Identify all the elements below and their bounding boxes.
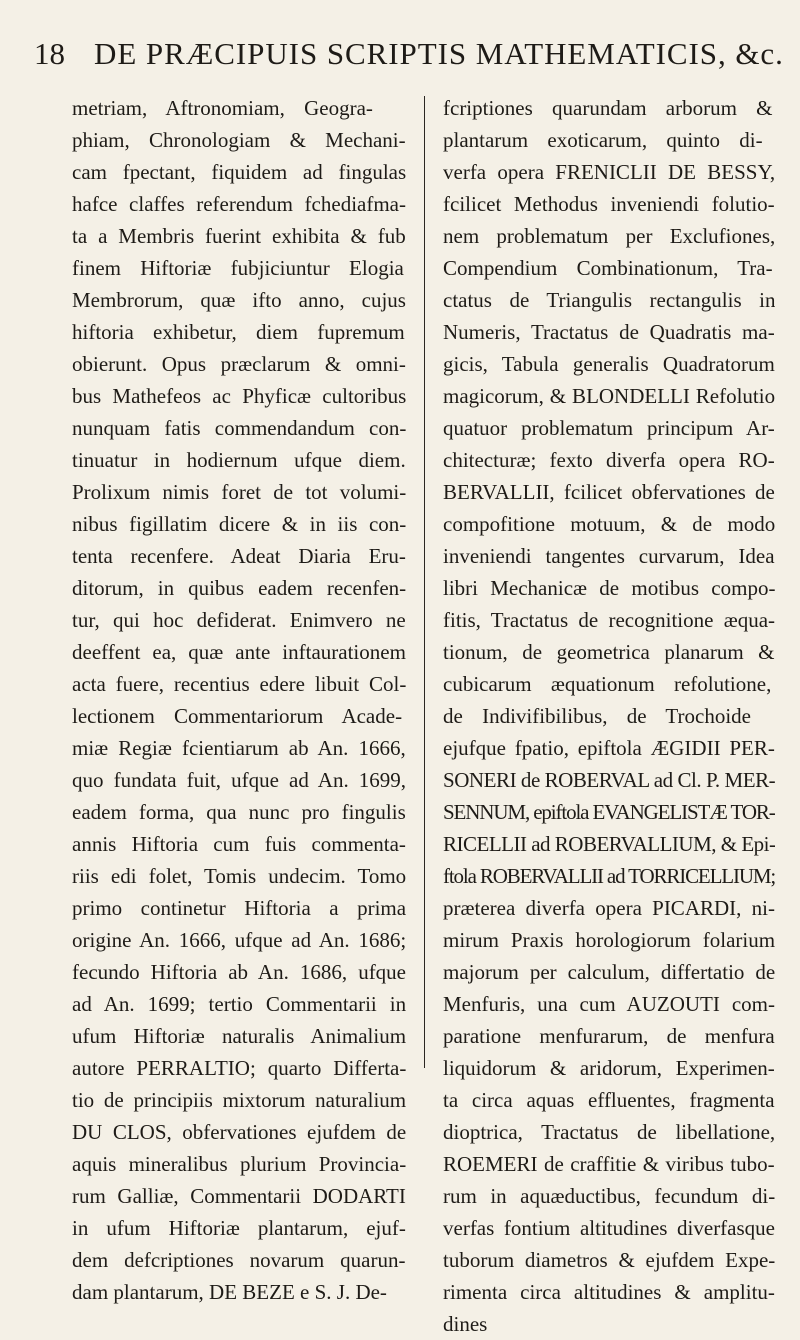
right-column-line: Numeris, Tractatus de Quadratis ma- bbox=[443, 320, 775, 344]
left-column-line: phiam, Chronologiam & Mechani- bbox=[72, 128, 406, 152]
left-column-line: primo continetur Hiftoria a prima bbox=[72, 896, 406, 920]
right-column-line: dioptrica, Tractatus de libellatione, bbox=[443, 1120, 775, 1144]
page-number: 18 bbox=[34, 36, 65, 71]
left-column-line: annis Hiftoria cum fuis commenta- bbox=[72, 832, 406, 856]
left-column-line: deeffent ea, quæ ante inftaurationem bbox=[72, 640, 406, 664]
left-column-line: in ufum Hiftoriæ plantarum, ejuf- bbox=[72, 1216, 406, 1240]
right-column-line: dines bbox=[443, 1312, 488, 1336]
left-text-column bbox=[72, 92, 406, 1308]
right-column-line: tuborum diametros & ejufdem Expe- bbox=[443, 1248, 775, 1272]
left-column-line: ad An. 1699; tertio Commentarii in bbox=[72, 992, 406, 1016]
right-column-line: SENNUM, epiftola EVANGELISTÆ TOR- bbox=[443, 800, 775, 824]
right-column-line: ta circa aquas effluentes, fragmenta bbox=[443, 1088, 775, 1112]
left-column-line: tio de principiis mixtorum naturalium bbox=[72, 1088, 406, 1112]
left-column-line: tinuatur in hodiernum ufque diem. bbox=[72, 448, 406, 472]
right-column-line: liquidorum & aridorum, Experimen- bbox=[443, 1056, 775, 1080]
right-column-line: nem problematum per Exclufiones, bbox=[443, 224, 775, 248]
left-column-line: ufum Hiftoriæ naturalis Animalium bbox=[72, 1024, 406, 1048]
left-column-line: acta fuere, recentius edere libuit Col- bbox=[72, 672, 406, 696]
left-column-line: miæ Regiæ fcientiarum ab An. 1666, bbox=[72, 736, 406, 760]
left-column-line: rum Galliæ, Commentarii DODARTI bbox=[72, 1184, 406, 1208]
right-column-line: BERVALLII, fcilicet obfervationes de bbox=[443, 480, 775, 504]
left-column-line: nunquam fatis commendandum con- bbox=[72, 416, 406, 440]
right-column-line: ROEMERI de craffitie & viribus tubo- bbox=[443, 1152, 775, 1176]
right-column-line: Compendium Combinationum, Tra- bbox=[443, 256, 773, 280]
left-column-line: hiftoria exhibetur, diem fupremum bbox=[72, 320, 405, 344]
right-column-line: ctatus de Triangulis rectangulis in bbox=[443, 288, 775, 312]
right-column-line: verfas fontium altitudines diverfasque bbox=[443, 1216, 775, 1240]
right-column-line: SONERI de ROBERVAL ad Cl. P. MER- bbox=[443, 768, 775, 792]
left-column-line: dem defcriptiones novarum quarun- bbox=[72, 1248, 406, 1272]
right-column-line: compofitione motuum, & de modo bbox=[443, 512, 775, 536]
right-column-line: rum in aquæductibus, fecundum di- bbox=[443, 1184, 775, 1208]
running-title: DE PRÆCIPUIS SCRIPTIS MATHEMATICIS, &c. bbox=[94, 36, 784, 71]
right-column-line: magicorum, & BLONDELLI Refolutio bbox=[443, 384, 775, 408]
right-column-line: de Indivifibilibus, de Trochoide bbox=[443, 704, 751, 728]
right-column-line: quatuor problematum principum Ar- bbox=[443, 416, 775, 440]
left-column-line: DU CLOS, obfervationes ejufdem de bbox=[72, 1120, 406, 1144]
right-column-line: ftola ROBERVALLII ad TORRICELLIUM; bbox=[443, 864, 775, 888]
left-column-line: fecundo Hiftoria ab An. 1686, ufque bbox=[72, 960, 406, 984]
left-column-line: eadem forma, qua nunc pro fingulis bbox=[72, 800, 406, 824]
left-column-line: Prolixum nimis foret de tot volumi- bbox=[72, 480, 406, 504]
left-column-line: ta a Membris fuerint exhibita & fub bbox=[72, 224, 406, 248]
right-column-line: fitis, Tractatus de recognitione æqua- bbox=[443, 608, 775, 632]
right-column-line: præterea diverfa opera PICARDI, ni- bbox=[443, 896, 775, 920]
right-column-line: Menfuris, una cum AUZOUTI com- bbox=[443, 992, 775, 1016]
left-column-line: hafce claffes referendum fchediafma- bbox=[72, 192, 406, 216]
right-column-line: cubicarum æquationum refolutione, bbox=[443, 672, 772, 696]
left-column-line: obierunt. Opus præclarum & omni- bbox=[72, 352, 406, 376]
right-column-line: chitecturæ; fexto diverfa opera RO- bbox=[443, 448, 775, 472]
left-column-line: bus Mathefeos ac Phyficæ cultoribus bbox=[72, 384, 406, 408]
right-column-line: inveniendi tangentes curvarum, Idea bbox=[443, 544, 775, 568]
left-column-line: tenta recenfere. Adeat Diaria Eru- bbox=[72, 544, 406, 568]
left-column-line: metriam, Aftronomiam, Geogra- bbox=[72, 96, 373, 120]
left-column-line: Membrorum, quæ ifto anno, cujus bbox=[72, 288, 406, 312]
right-column-line: verfa opera FRENICLII DE BESSY, bbox=[443, 160, 775, 184]
left-column-line: quo fundata fuit, ufque ad An. 1699, bbox=[72, 768, 406, 792]
left-column-line: finem Hiftoriæ fubjiciuntur Elogia bbox=[72, 256, 404, 280]
right-column-line: RICELLII ad ROBERVALLIUM, & Epi- bbox=[443, 832, 775, 856]
left-column-line: ditorum, in quibus eadem recenfen- bbox=[72, 576, 406, 600]
right-column-line: gicis, Tabula generalis Quadratorum bbox=[443, 352, 775, 376]
right-column-line: plantarum exoticarum, quinto di- bbox=[443, 128, 763, 152]
left-column-line: lectionem Commentariorum Acade- bbox=[72, 704, 403, 728]
left-column-line: nibus figillatim dicere & in iis con- bbox=[72, 512, 406, 536]
right-column-line: libri Mechanicæ de motibus compo- bbox=[443, 576, 775, 600]
right-column-line: majorum per calculum, differtatio de bbox=[443, 960, 775, 984]
left-column-line: origine An. 1666, ufque ad An. 1686; bbox=[72, 928, 406, 952]
right-column-line: mirum Praxis horologiorum folarium bbox=[443, 928, 775, 952]
right-text-column bbox=[443, 92, 775, 1340]
page-header bbox=[34, 34, 784, 78]
right-column-line: fcilicet Methodus inveniendi folutio- bbox=[443, 192, 775, 216]
left-column-line: dam plantarum, DE BEZE e S. J. De- bbox=[72, 1280, 387, 1304]
left-column-line: aquis mineralibus plurium Provincia- bbox=[72, 1152, 406, 1176]
right-column-line: ejufque fpatio, epiftola ÆGIDII PER- bbox=[443, 736, 775, 760]
left-column-line: riis edi folet, Tomis undecim. Tomo bbox=[72, 864, 406, 888]
left-column-line: autore PERRALTIO; quarto Differta- bbox=[72, 1056, 406, 1080]
right-column-line: fcriptiones quarundam arborum & bbox=[443, 96, 773, 120]
left-column-line: tur, qui hoc defiderat. Enimvero ne bbox=[72, 608, 406, 632]
left-column-line: cam fpectant, fiquidem ad fingulas bbox=[72, 160, 406, 184]
column-divider bbox=[424, 96, 425, 1068]
right-column-line: rimenta circa altitudines & amplitu- bbox=[443, 1280, 775, 1304]
right-column-line: paratione menfurarum, de menfura bbox=[443, 1024, 775, 1048]
right-column-line: tionum, de geometrica planarum & bbox=[443, 640, 775, 664]
